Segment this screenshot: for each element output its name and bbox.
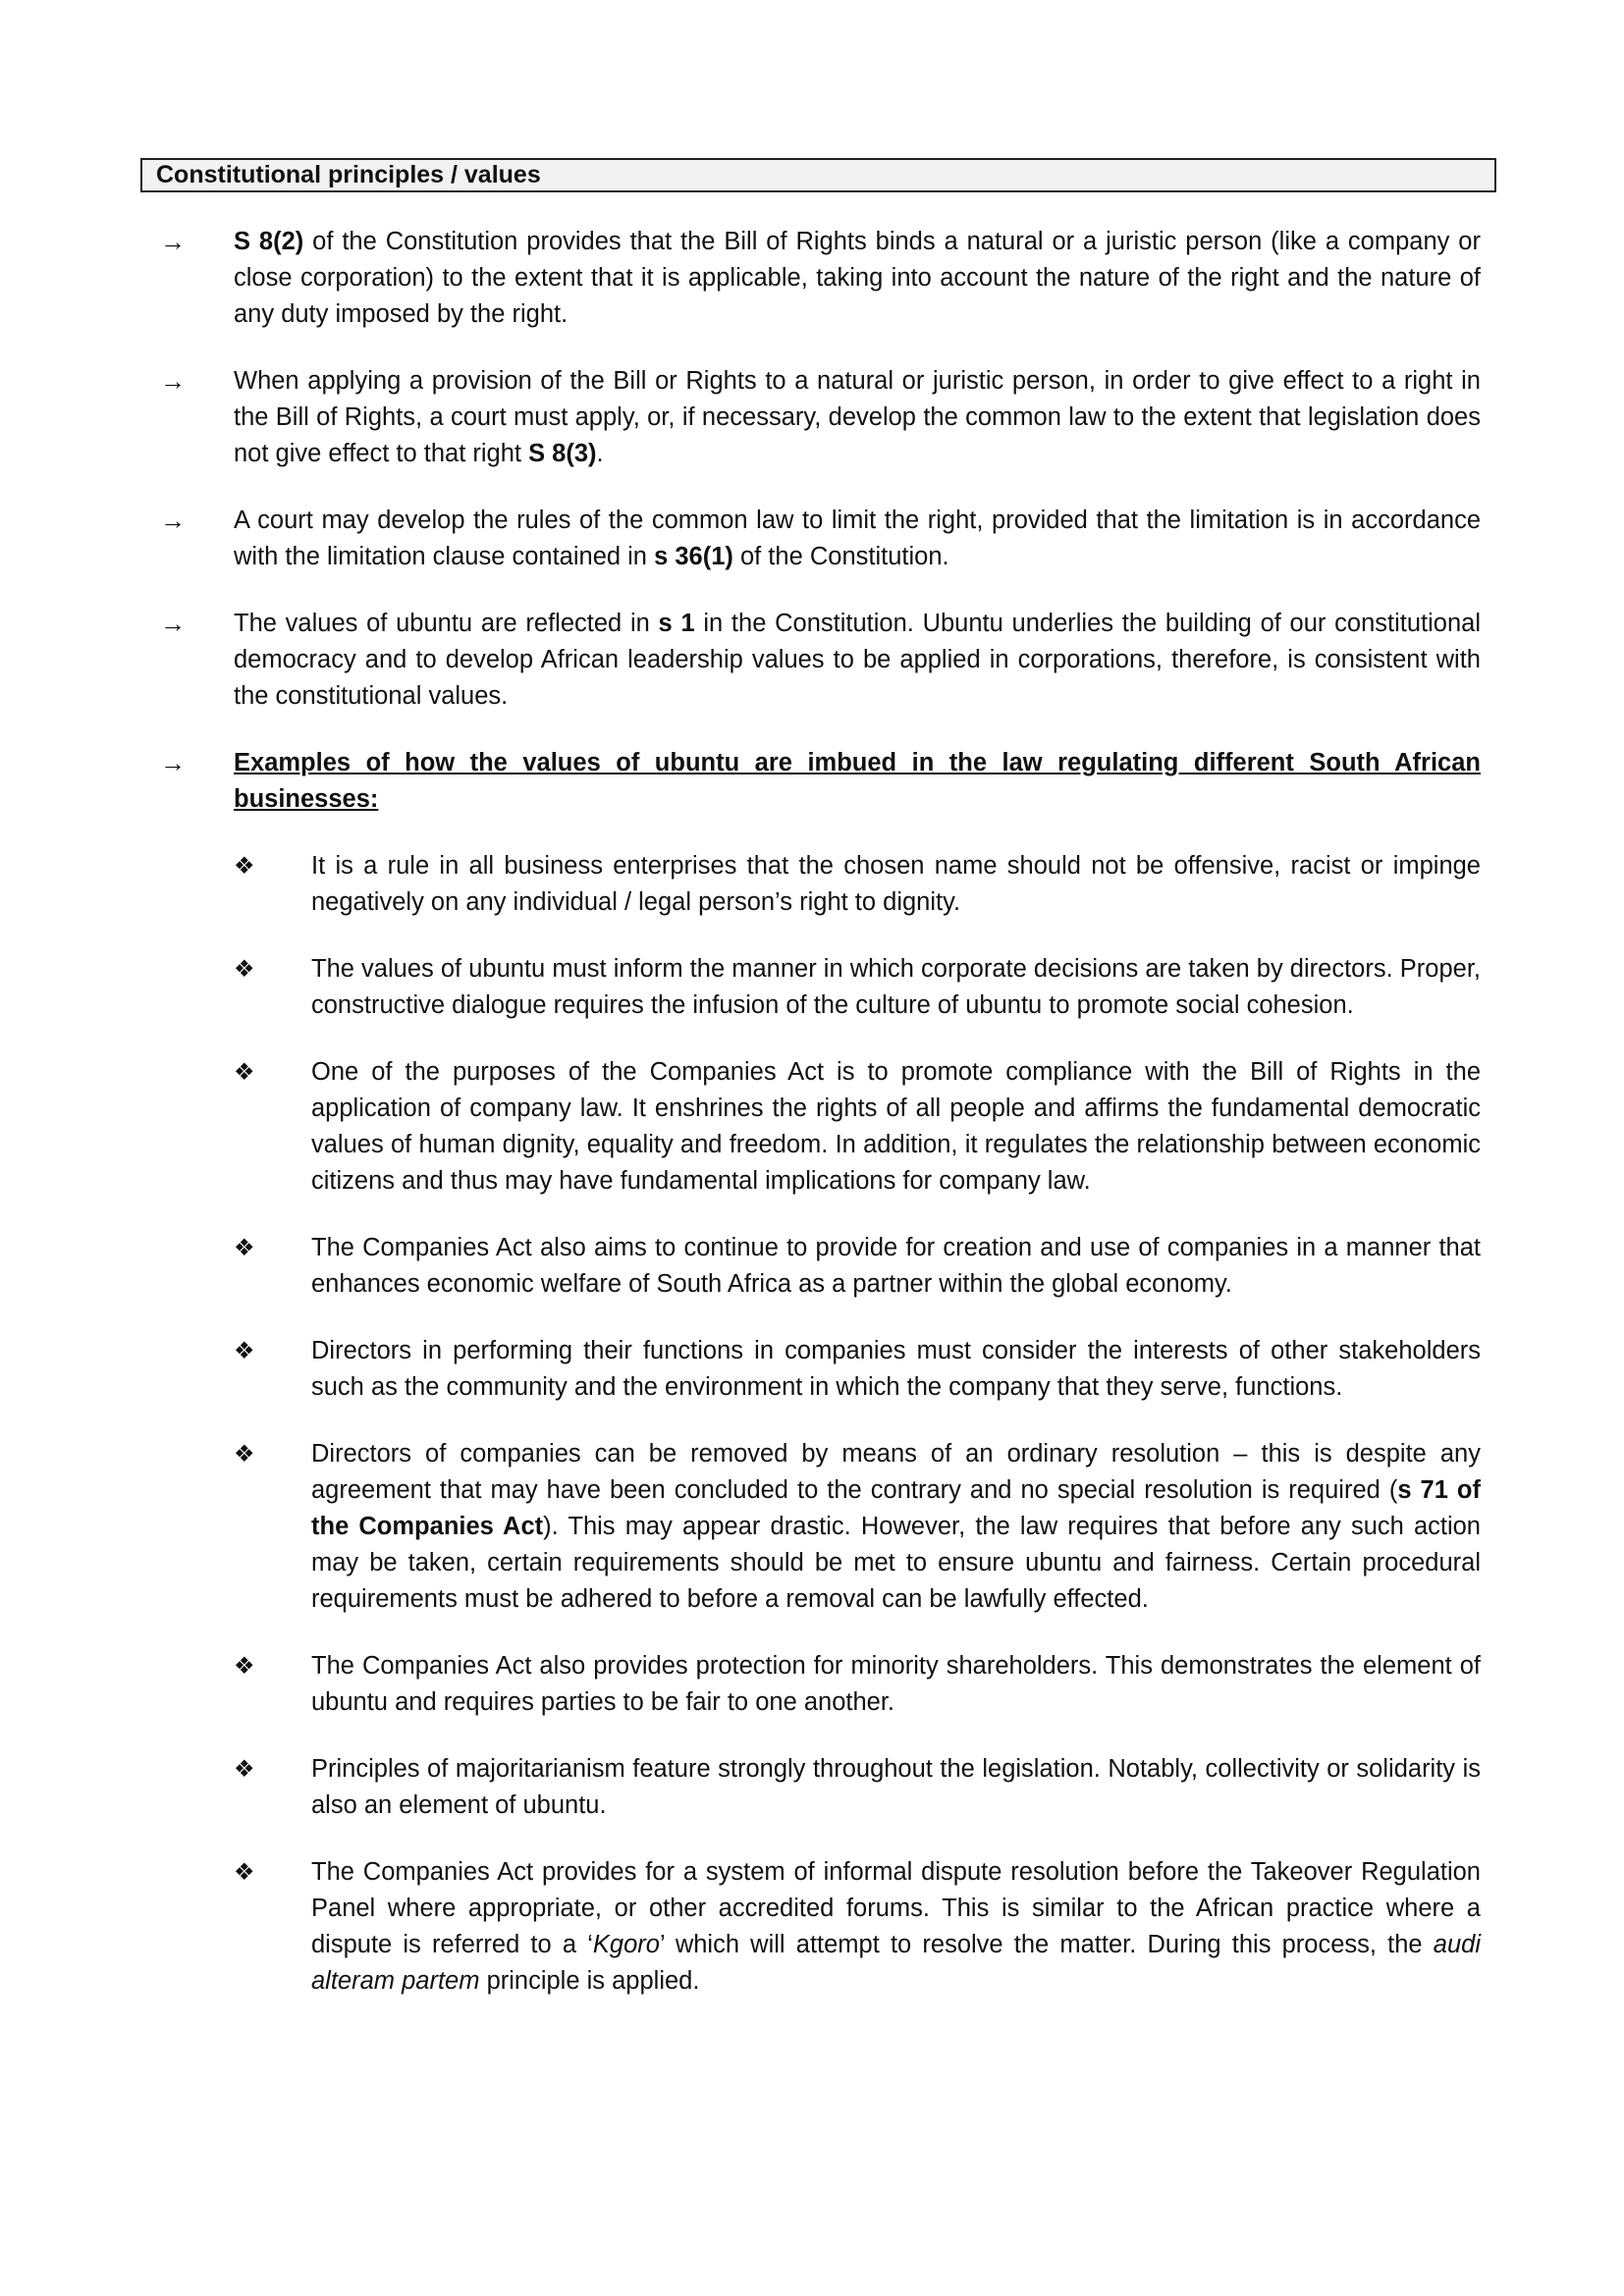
text-segment: Kgoro (592, 1931, 660, 1958)
text-segment: The Companies Act also provides protection for minority shareholders. This demonstrates the element of ubuntu and requires parties to be fair to one another. (311, 1652, 1481, 1716)
text-segment: The Companies Act also aims to continue to provide for creation and use of companies in a manner that enhances economic welfare of South Africa as a partner within the global economy. (311, 1234, 1481, 1298)
arrow-bullet-item (160, 363, 1481, 472)
text-segment: of the Constitution provides that the Bill of Rights binds a natural or a juristic person (like a company or close corporation) to the extent that it is applicable, taking into account the nature of the right and the nature of any duty imposed by the right. (234, 228, 1481, 328)
diamond-bullet-item (234, 1751, 1481, 1824)
arrow-bullet-item (160, 503, 1481, 575)
text-segment: When applying a provision of the Bill or Rights to a natural or juristic person, in order to give effect to a right in the Bill of Rights, a court must apply, or, if necessary, develop the common law to the extent that legislation does not give effect to that right (234, 367, 1481, 467)
arrow-bullet-item (160, 606, 1481, 715)
text-segment: audi alteram partem (311, 1931, 1482, 1995)
text-segment: s 71 of the Companies Act (311, 1476, 1481, 1540)
arrow-icon: → (160, 506, 186, 535)
diamond-bullet-icon: ❖ (234, 853, 255, 880)
diamond-bullet-item (234, 1054, 1481, 1200)
diamond-bullet-icon: ❖ (234, 1338, 255, 1364)
arrow-bullet-item (160, 745, 1481, 818)
text-segment: . (596, 440, 604, 467)
diamond-bullet-item (234, 1230, 1481, 1303)
text-segment: A court may develop the rules of the common law to limit the right, provided that the limitation is in accordance with the limitation clause contained in (234, 507, 1481, 570)
arrow-icon: → (160, 748, 186, 777)
text-segment: ). This may appear drastic. However, the law requires that before any such action may be taken, certain requirements should be met to ensure ubuntu and fairness. Certain procedural requirements must be adhered to before a removal can be lawfully effected. (311, 1513, 1481, 1613)
diamond-bullet-icon: ❖ (234, 1235, 255, 1261)
diamond-bullet-icon: ❖ (234, 1441, 255, 1468)
arrow-icon: → (160, 609, 186, 638)
arrow-bullet-item (160, 224, 1481, 333)
text-segment: in the Constitution. Ubuntu underlies the building of our constitutional democracy and to develop African leadership values to be applied in corporations, therefore, is consistent with the constitutional values. (234, 610, 1481, 710)
diamond-bullet-item (234, 1648, 1481, 1721)
diamond-bullet-icon: ❖ (234, 1653, 255, 1680)
text-segment: The values of ubuntu are reflected in (234, 610, 659, 637)
diamond-bullet-icon: ❖ (234, 956, 255, 983)
text-segment: Examples of how the values of ubuntu are imbued in the law regulating different South African businesses: (234, 749, 1481, 813)
text-segment: ’ which will attempt to resolve the matter. During this process, the (659, 1931, 1434, 1958)
diamond-bullet-item (234, 1333, 1481, 1406)
text-segment: Directors of companies can be removed by means of an ordinary resolution – this is despite any agreement that may have been concluded to the contrary and no special resolution is required ( (311, 1440, 1481, 1504)
text-segment: It is a rule in all business enterprises that the chosen name should not be offensive, racist or impinge negatively on any individual / legal person’s right to dignity. (311, 852, 1481, 916)
text-segment: Directors in performing their functions in companies must consider the interests of other stakeholders such as the community and the environment in which the company that they serve, functions. (311, 1337, 1481, 1401)
document-body (0, 224, 1624, 2030)
diamond-bullet-icon: ❖ (234, 1756, 255, 1783)
text-segment: The Companies Act provides for a system of informal dispute resolution before the Takeover Regulation Panel where appropriate, or other accredited forums. This is similar to the African practice where a dispute is referred to a ‘ (311, 1858, 1481, 1958)
arrow-icon: → (160, 227, 186, 256)
diamond-bullet-icon: ❖ (234, 1059, 255, 1086)
diamond-bullet-icon: ❖ (234, 1859, 255, 1886)
text-segment: Principles of majoritarianism feature strongly throughout the legislation. Notably, collectivity or solidarity is also an element of ubuntu. (311, 1755, 1481, 1819)
text-segment: The values of ubuntu must inform the manner in which corporate decisions are taken by directors. Proper, constructive dialogue requires the infusion of the culture of ubuntu to promote social cohesion. (311, 955, 1481, 1019)
diamond-bullet-item (234, 1436, 1481, 1618)
text-segment: One of the purposes of the Companies Act is to promote compliance with the Bill of Rights in the application of company law. It enshrines the rights of all people and affirms the fundamental democratic values of human dignity, equality and freedom. In addition, it regulates the relationship between economic citizens and thus may have fundamental implications for company law. (311, 1058, 1481, 1195)
diamond-bullet-item (234, 951, 1481, 1024)
text-segment: S 8(3) (528, 440, 597, 467)
section-heading: Constitutional principles / values (140, 158, 1496, 192)
text-segment: s 36(1) (654, 543, 733, 570)
text-segment: S 8(2) (234, 228, 304, 255)
arrow-icon: → (160, 366, 186, 396)
diamond-bullet-item (234, 848, 1481, 921)
text-segment: s 1 (658, 610, 695, 637)
text-segment: of the Constitution. (732, 543, 949, 570)
diamond-bullet-item (234, 1854, 1482, 2000)
text-segment: principle is applied. (479, 1967, 700, 1995)
